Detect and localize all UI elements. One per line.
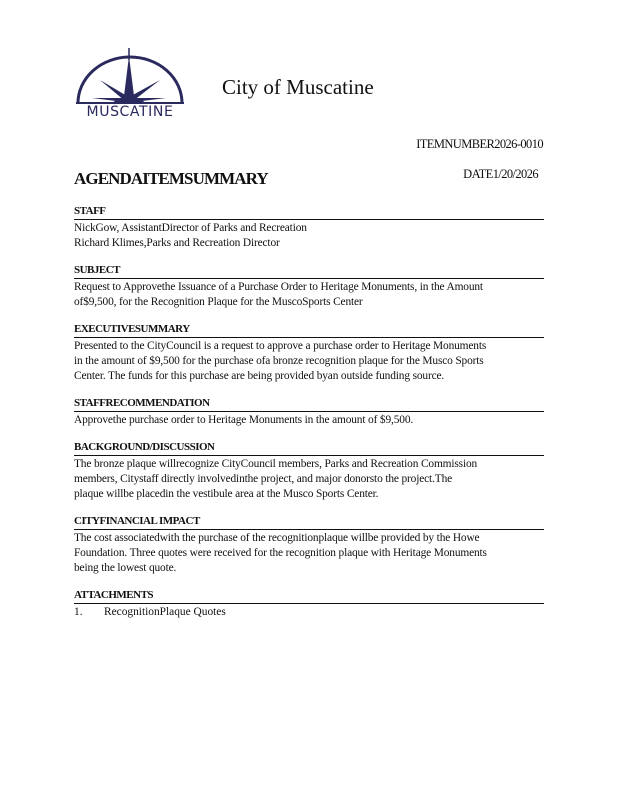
section-city-financial-impact [74, 515, 544, 576]
section-attachments [74, 589, 544, 620]
agenda-date: DATE1/20/2026 [463, 167, 538, 181]
body-line: plaque willbe placedin the vestibule area at the Musco Sports Center. [74, 488, 379, 500]
attachment-label[interactable]: RecognitionPlaque Quotes [104, 606, 226, 618]
section-body [74, 456, 544, 502]
body-line: Approvethe purchase order to Heritage Monuments in the amount of $9,500. [74, 414, 414, 426]
city-title: City of Muscatine [222, 75, 374, 99]
body-line: members, Citystaff directly involvedinthe project, and major donorsto the project.The [74, 473, 453, 485]
item-number: ITEMNUMBER2026-0010 [416, 137, 543, 151]
staff-line: NickGow, AssistantDirector of Parks and Recreation [74, 222, 307, 234]
section-heading: EXECUTIVESUMMARY [74, 323, 544, 338]
body-line: being the lowest quote. [74, 562, 177, 574]
agenda-sections [74, 205, 544, 633]
body-line: The bronze plaque willrecognize CityCouncil members, Parks and Recreation Commission [74, 458, 478, 470]
body-line: of$9,500, for the Recognition Plaque for the MuscoSports Center [74, 296, 363, 308]
section-body [74, 530, 544, 576]
section-executive-summary [74, 323, 544, 384]
section-staff-recommendation [74, 397, 544, 428]
body-line: Presented to the CityCouncil is a request to approve a purchase order to Heritage Monuments [74, 340, 487, 352]
body-line: Center. The funds for this purchase are being provided byan outside funding source. [74, 370, 445, 382]
section-body [74, 220, 544, 251]
attachment-number: 1. [74, 606, 83, 618]
body-line: The cost associatedwith the purchase of the recognitionplaque willbe provided by the Howe [74, 532, 480, 544]
attachment-item[interactable] [74, 604, 544, 620]
body-line: Foundation. Three quotes were received for the recognition plaque with Heritage Monuments [74, 547, 487, 559]
page-title: AGENDAITEMSUMMARY [74, 169, 268, 188]
staff-line: Richard Klimes,Parks and Recreation Director [74, 237, 280, 249]
section-body [74, 412, 544, 428]
body-line: in the amount of $9,500 for the purchase ofa bronze recognition plaque for the Musco Sports [74, 355, 484, 367]
section-heading: CITYFINANCIAL IMPACT [74, 515, 544, 530]
section-heading: SUBJECT [74, 264, 544, 279]
section-heading: STAFFRECOMMENDATION [74, 397, 544, 412]
muscatine-logo [72, 46, 188, 122]
section-heading: STAFF [74, 205, 544, 220]
section-subject [74, 264, 544, 310]
section-background-discussion [74, 441, 544, 502]
body-line: Request to Approvethe Issuance of a Purchase Order to Heritage Monuments, in the Amount [74, 281, 483, 293]
section-staff [74, 205, 544, 251]
section-heading: ATTACHMENTS [74, 589, 544, 604]
logo-wordmark: MUSCATINE [86, 104, 174, 120]
section-body [74, 279, 544, 310]
section-heading: BACKGROUND/DISCUSSION [74, 441, 544, 456]
section-body [74, 338, 544, 384]
